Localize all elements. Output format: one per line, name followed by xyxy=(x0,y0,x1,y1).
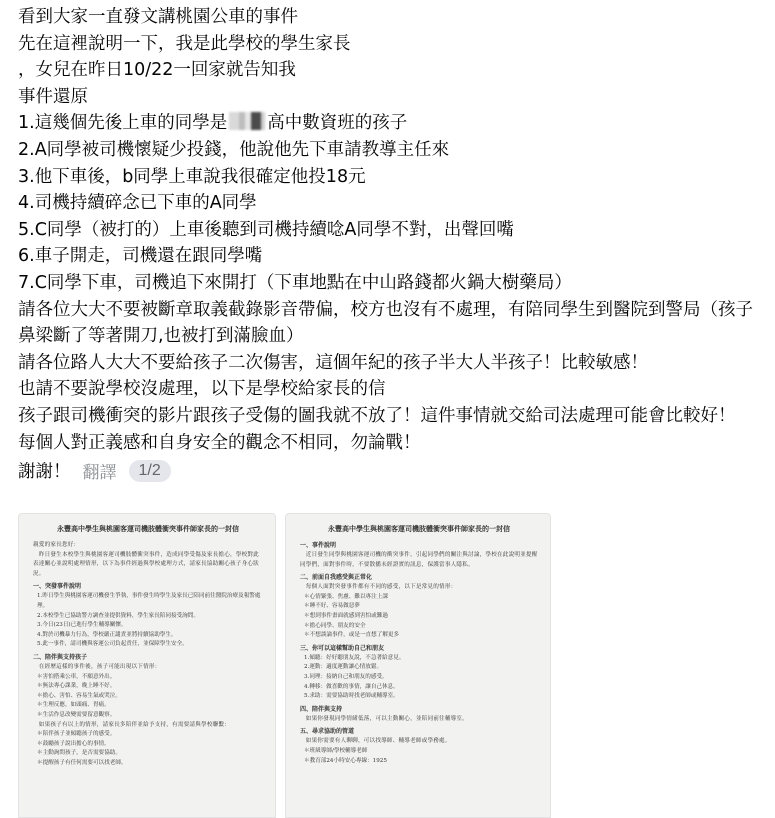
photo-gallery xyxy=(18,513,758,816)
letter-list-item: 2.本校學生已協助警方調查並提供資料，學生家長陪同接受詢問。 xyxy=(37,612,199,619)
post-line-censored xyxy=(18,110,763,137)
blurred-school-name xyxy=(229,112,265,130)
letter-paragraph: 如果你需要有人聊聊，可以找導師、輔導老師或學務處。 xyxy=(300,738,451,745)
letter-photo-1[interactable] xyxy=(18,513,276,818)
post-line: ，女兒在昨日10/22一回家就告知我 xyxy=(18,60,296,81)
letter-list-item: ＊鼓勵孩子說出擔心的事情。 xyxy=(37,740,110,747)
post-line: 先在這裡說明一下，我是此學校的學生家長 xyxy=(18,33,351,54)
thanks-text: 謝謝！ xyxy=(18,462,71,483)
post-line-suffix: 高中數資班的孩子 xyxy=(267,113,408,134)
letter-section-heading: 二、前面自我感受與正常化 xyxy=(300,574,373,582)
post-footer xyxy=(18,458,763,483)
letter-list-item: 5.求助：需要協助時找老師或輔導室。 xyxy=(304,693,399,700)
letter-paragraph: 如果你發現同學情緒低落，可以主動關心，並陪同前往輔導室。 xyxy=(300,715,469,722)
letter-list-item: ＊想到事件畫面就感到害怕或難過 xyxy=(304,612,388,619)
letter-list-item: ＊無法專心課業，晚上睡不好。 xyxy=(37,683,116,690)
post-line: 孩子跟司機衝突的影片跟孩子受傷的圖我就不放了！這件事情就交給司法處理可能會比較好！ xyxy=(18,405,736,426)
post-line: 也請不要說學校沒處理，以下是學校給家長的信 xyxy=(18,379,386,400)
letter-paragraph: 如果孩子有以上的情形，請家長多陪伴並給予支持，有需要請與學校聯繫： xyxy=(33,721,230,728)
letter-list-item: ＊教育部24小時安心專線：1925 xyxy=(304,757,387,764)
post-line: 2.A同學被司機懷疑少投錢，他說他先下車請教導主任來 xyxy=(18,139,450,160)
letter-list-item: ＊生活作息改變需要留意觀察。 xyxy=(37,711,116,718)
post-line: 4.司機持續碎念已下車的A同學 xyxy=(18,193,257,214)
letter-list-item: 5.此一事件，請司機與客運公司負起責任，並保障學生安全。 xyxy=(37,641,188,648)
letter-list-item: 4.轉移：做喜歡的事情，讓自己休息。 xyxy=(304,683,399,690)
letter-section-heading: 一、突發事件說明 xyxy=(33,583,82,591)
letter-list-item: ＊心情緊張、焦慮、難以專注上課 xyxy=(304,593,388,600)
post-line: 6.車子開走，司機還在跟同學嘴 xyxy=(18,246,263,267)
letter-list-item: ＊班級導師/學校輔導老師 xyxy=(304,747,368,754)
post-line: 每個人對正義感和自身安全的觀念不相同，勿論戰！ xyxy=(18,432,421,453)
letter-list-item: ＊害怕搭乘公車，不願意外出。 xyxy=(37,673,116,680)
letter-list-item: 4.對於司機暴力行為，學校嚴正譴責並將持續協助學生。 xyxy=(37,631,177,638)
letter-list-item: ＊擔心、害怕、容易生氣或哭泣。 xyxy=(37,692,121,699)
letter-section-heading: 四、陪伴與支持 xyxy=(300,705,343,713)
post-line: 看到大家一直發文講桃園公車的事件 xyxy=(18,7,298,27)
letter-section-heading: 三、你可以這樣幫助自己和朋友 xyxy=(300,644,385,652)
post-line: 請各位路人大大不要給孩子二次傷害，這個年紀的孩子半大人半孩子！比較敏感！ xyxy=(18,352,648,373)
letter-section-heading: 一、事件說明 xyxy=(300,542,337,549)
post-text xyxy=(18,4,763,483)
letter-list-item: ＊生理反應，如頭痛、胃痛。 xyxy=(37,702,110,709)
post-line: 請各位大大不要被斷章取義截錄影音帶偏，校方也沒有不處理，有陪同學生到醫院到警局（孩子鼻梁斷了等著開刀,也被打到滿臉血） xyxy=(18,299,753,347)
letter-list-item: 3.同理：接納自己和朋友的感受。 xyxy=(304,673,388,680)
letter-list-item: 2.運動：適度運動讓心情放鬆。 xyxy=(304,664,383,671)
letter-paragraph: 昨日發生本校學生與桃園客運司機肢體衝突事件，造成同學受傷及家長擔心，學校對此表達關心並說明處理情形，以下為事件經過與學校處理方式，請家長協助關心孩子身心狀況。 xyxy=(33,551,259,577)
letter-section-heading: 二、陪伴與支持孩子 xyxy=(33,653,88,661)
letter-page xyxy=(286,514,550,766)
letter-title: 永豐高中學生與桃園客運司機肢體衝突事件師家長的一封信 xyxy=(328,524,510,533)
letter-paragraph: 在經歷這樣的事件後，孩子可能出現以下情形： xyxy=(33,663,161,670)
letter-list-item: 3.今日(23日)已進行學生輔導關懷。 xyxy=(37,622,127,629)
letter-section-heading: 五、尋求協助的管道 xyxy=(300,728,355,736)
letter-list-item: ＊陪伴孩子並傾聽孩子的感受。 xyxy=(37,731,116,738)
post-line: 7.C同學下車，司機追下來開打（下車地點在中山路錢都火鍋大樹藥局） xyxy=(18,272,572,293)
letter-paragraph: 近日發生同學與桃園客運司機的衝突事件，引起同學們的關注與討論，學校在此說明並提醒同學們，面對事件時，不要散播未經證實的訊息，保護當事人隱私。 xyxy=(300,552,538,568)
translate-link[interactable]: 翻譯 xyxy=(82,463,117,484)
letter-photo-2[interactable] xyxy=(285,513,551,818)
letter-list-item: ＊不想談論事件，或是一直想了解更多 xyxy=(304,632,400,639)
letter-page xyxy=(19,514,275,768)
letter-title: 永豐高中學生與桃園客運司機肢體衝突事件師家長的一封信 xyxy=(57,524,239,533)
post-line-prefix: 1.這幾個先後上車的同學是 xyxy=(18,113,228,134)
letter-list-item: ＊提醒孩子有任何需要可以找老師。 xyxy=(37,759,127,766)
letter-list-item: 1.昨日學生與桃園客運司機發生爭執，事件發生時學生及家長已陪同前往醫院治療及報警處理。 xyxy=(37,593,261,609)
letter-list-item: 1.傾聽：好好聽朋友說，不急著給意見。 xyxy=(304,654,405,661)
letter-list-item: ＊睡不好、容易做惡夢 xyxy=(304,603,360,610)
post-line: 事件還原 xyxy=(18,86,88,107)
letter-list-item: ＊主動詢問孩子，是否需要協助。 xyxy=(37,750,121,757)
letter-paragraph: 每個人面對突發事件都有不同的感受，以下是常見的情形： xyxy=(300,584,457,591)
letter-list-item: ＊擔心同學、朋友的安全 xyxy=(304,622,366,629)
post-line: 5.C同學（被打的）上車後聽到司機持續唸A同學不對，出聲回嘴 xyxy=(18,219,514,240)
post-line: 3.他下車後，b同學上車說我很確定他投18元 xyxy=(18,166,366,187)
letter-greeting: 親愛的家長您好： xyxy=(33,542,80,548)
translation-page-badge[interactable]: 1/2 xyxy=(129,460,171,482)
